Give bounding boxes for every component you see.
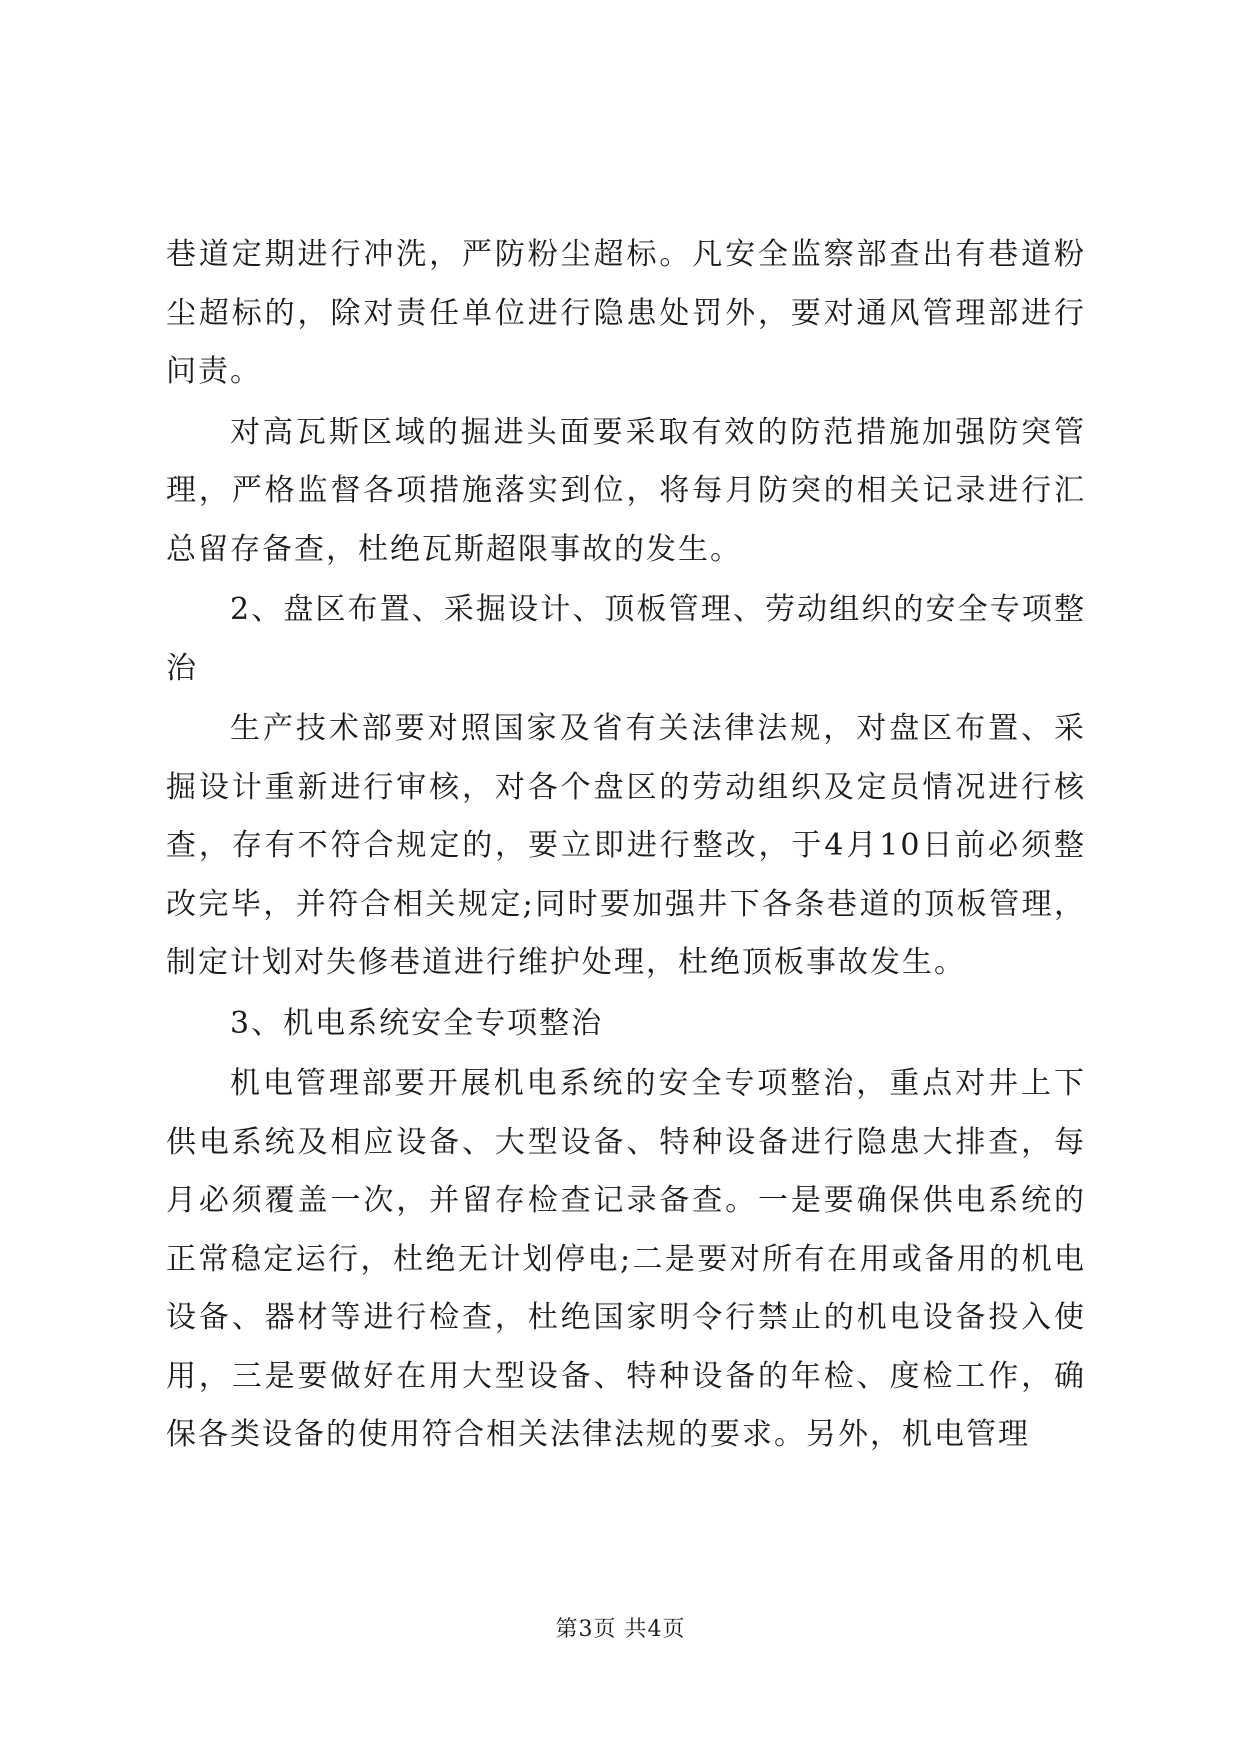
section-heading-2: 2、盘区布置、采掘设计、顶板管理、劳动组织的安全专项整治: [166, 592, 1086, 686]
paragraph-2: 对高瓦斯区域的掘进头面要采取有效的防范措施加强防突管理，严格监督各项措施落实到位，将每月防突的相关记录进行汇总留存备查，杜绝瓦斯超限事故的发生。: [166, 414, 1086, 567]
document-body: [166, 226, 1086, 1467]
paragraph-4: 机电管理部要开展机电系统的安全专项整治，重点对井上下供电系统及相应设备、大型设备、特种设备进行隐患大排查，每月必须覆盖一次，并留存检查记录备查。一是要确保供电系统的正常稳定运行，杜绝无计划停电;二是要对所有在用或备用的机电设备、器材等进行检查，杜绝国家明令行禁止的机电设备投入使用，三是要做好在用大型设备、特种设备的年检、度检工作，确保各类设备的使用符合相关法律法规的要求。另外，机电管理: [166, 1066, 1086, 1452]
section-heading-3: 3、机电系统安全专项整治: [230, 1005, 604, 1041]
page-footer: 第3页 共4页: [555, 1617, 686, 1642]
paragraph-1: 巷道定期进行冲洗，严防粉尘超标。凡安全监察部查出有巷道粉尘超标的，除对责任单位进行隐患处罚外，要对通风管理部进行问责。: [166, 237, 1086, 389]
paragraph-3: 生产技术部要对照国家及省有关法律法规，对盘区布置、采掘设计重新进行审核，对各个盘区的劳动组织及定员情况进行核查，存有不符合规定的，要立即进行整改，于4月10日前必须整改完毕，并符合相关规定;同时要加强井下各条巷道的顶板管理，制定计划对失修巷道进行维护处理，杜绝顶板事故发生。: [166, 711, 1086, 980]
